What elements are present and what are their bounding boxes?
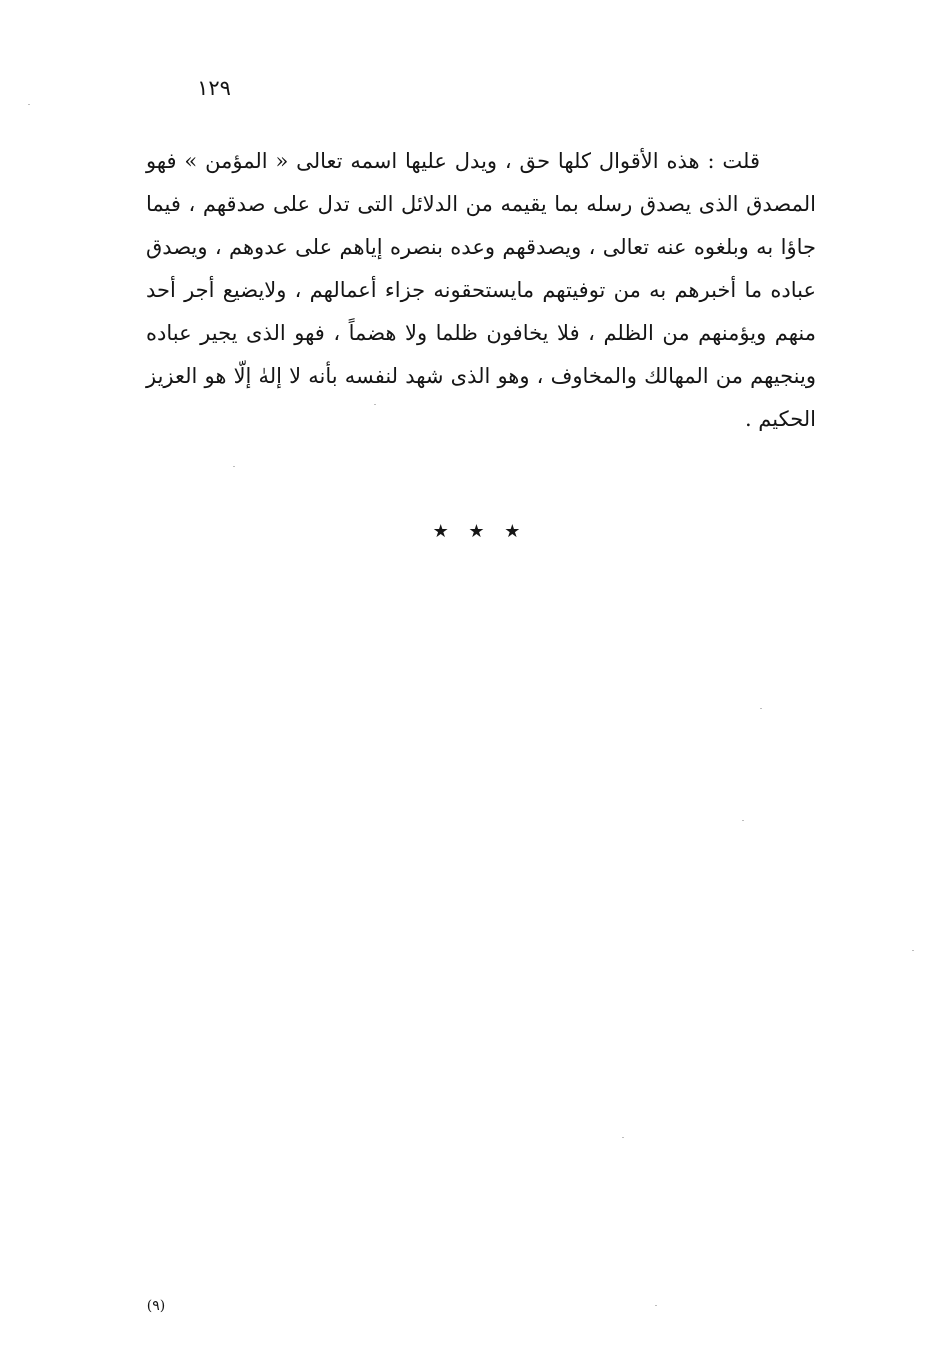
scan-speck [622,1137,624,1138]
scan-speck [233,466,235,467]
scan-speck [655,1305,657,1306]
paragraph-line: عباده ما أخبرهم به من توفيتهم مايستحقونه جزاء أعمالهم ، ولايضيع أجر أحد [146,278,816,302]
paragraph-line: الحكيم . [744,407,816,431]
scan-speck [742,820,744,821]
scan-speck [28,104,30,105]
scan-speck [760,708,762,709]
body-paragraph [146,140,816,441]
paragraph-line: المصدق الذى يصدق رسله بما يقيمه من الدلائل التى تدل على صدقهم ، فيما [146,192,816,216]
section-separator-stars: ★ ★ ★ [432,521,528,542]
paragraph-line: قلت : هذه الأقوال كلها حق ، ويدل عليها اسمه تعالى « المؤمن » فهو [146,149,760,173]
scan-speck [912,950,914,951]
signature-mark: (٩) [146,1298,166,1314]
paragraph-line: جاؤا به وبلغوه عنه تعالى ، ويصدقهم وعده بنصره إياهم على عدوهم ، ويصدق [146,235,816,259]
scan-speck [374,404,376,405]
paragraph-line: وينجيهم من المهالك والمخاوف ، وهو الذى شهد لنفسه بأنه لا إلهٰ إلّا هو العزيز [146,364,816,388]
page-number: ١٢٩ [197,76,231,100]
paragraph-line: منهم ويؤمنهم من الظلم ، فلا يخافون ظلما ولا هضماً ، فهو الذى يجير عباده [146,321,816,345]
